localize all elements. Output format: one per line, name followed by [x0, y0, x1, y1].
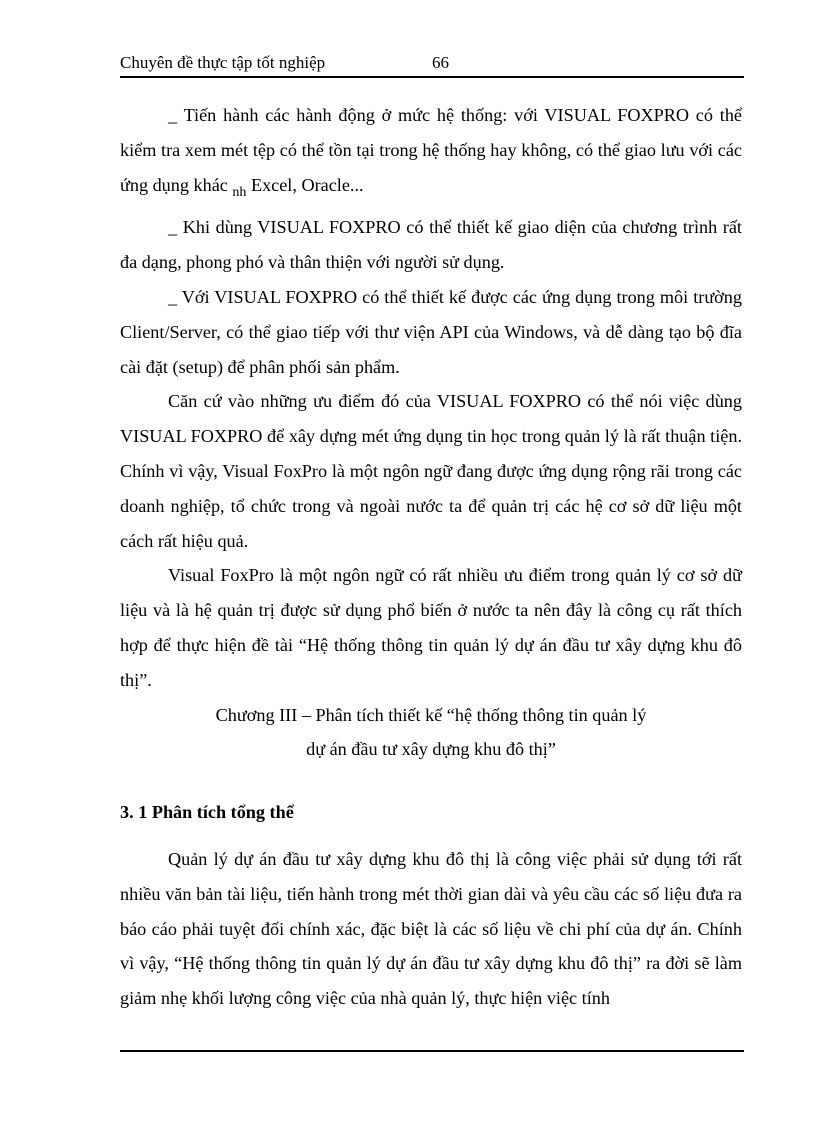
paragraph-advantages: Căn cứ vào những ưu điểm đó của VISUAL FOXPRO có thể nói việc dùng VISUAL FOXPRO để xây dựng mét ứng dụng tin học trong quản lý là rất thuận tiện. Chính vì vậy, Visual FoxPro là một ngôn ngữ đang được ứng dụng rộng rãi trong các doanh nghiệp, tổ chức trong và ngoài nước ta để quản trị các hệ cơ sở dữ liệu một cách rất hiệu quả. — [120, 391, 742, 551]
paragraph-text: _ Tiến hành các hành động ở mức hệ thống: với VISUAL FOXPRO có thể kiểm tra xem mét tệp có thể tồn tại trong hệ thống hay không, có thể giao lưu với các ứng dụng khác — [120, 105, 742, 195]
chapter-title-line-1: Chương III – Phân tích thiết kế “hệ thống thông tin quản lý — [215, 704, 647, 725]
paragraph-system-actions — [120, 98, 742, 210]
section-heading: 3. 1 Phân tích tổng thể — [120, 802, 294, 823]
body-text — [120, 98, 742, 1016]
paragraph-overall-analysis: Quản lý dự án đầu tư xây dựng khu đô thị là công việc phải sử dụng tới rất nhiều văn bản tài liệu, tiến hành trong mét thời gian dài và yêu cầu các số liệu đưa ra báo cáo phải tuyệt đối chính xác, đặc biệt là các số liệu về chi phí của dự án. Chính vì vậy, “Hệ thống thông tin quản lý dự án đầu tư xây dựng khu đô thị” ra đời sẽ làm giảm nhẹ khối lượng công việc của nhà quản lý, thực hiện việc tính — [120, 848, 742, 1009]
page-number: 66 — [432, 53, 449, 72]
header-title: Chuyên đề thực tập tốt nghiệp — [120, 53, 326, 72]
paragraph-text: Excel, Oracle... — [246, 174, 364, 195]
header-rule — [120, 76, 744, 78]
page-header — [120, 50, 744, 76]
paragraph-interface-design: _ Khi dùng VISUAL FOXPRO có thể thiết kế giao diện của chương trình rất đa dạng, phong phó và thân thiện với người sử dụng. — [120, 217, 742, 273]
paragraph-subscript: nh — [232, 184, 247, 200]
paragraph-client-server: _ Với VISUAL FOXPRO có thể thiết kế được các ứng dụng trong môi trường Client/Server, có thể giao tiếp với thư viện API của Windows, và dễ dàng tạo bộ đĩa cài đặt (setup) để phân phối sản phẩm. — [120, 286, 742, 377]
chapter-title-line-2: dự án đầu tư xây dựng khu đô thị” — [306, 739, 556, 760]
footer-rule — [120, 1050, 744, 1052]
paragraph-foxpro-summary: Visual FoxPro là một ngôn ngữ có rất nhiều ưu điểm trong quản lý cơ sở dữ liệu và là hệ quản trị được sử dụng phổ biến ở nước ta nên đây là công cụ rất thích hợp để thực hiện đề tài “Hệ thống thông tin quản lý dự án đầu tư xây dựng khu đô thị”. — [120, 565, 742, 690]
